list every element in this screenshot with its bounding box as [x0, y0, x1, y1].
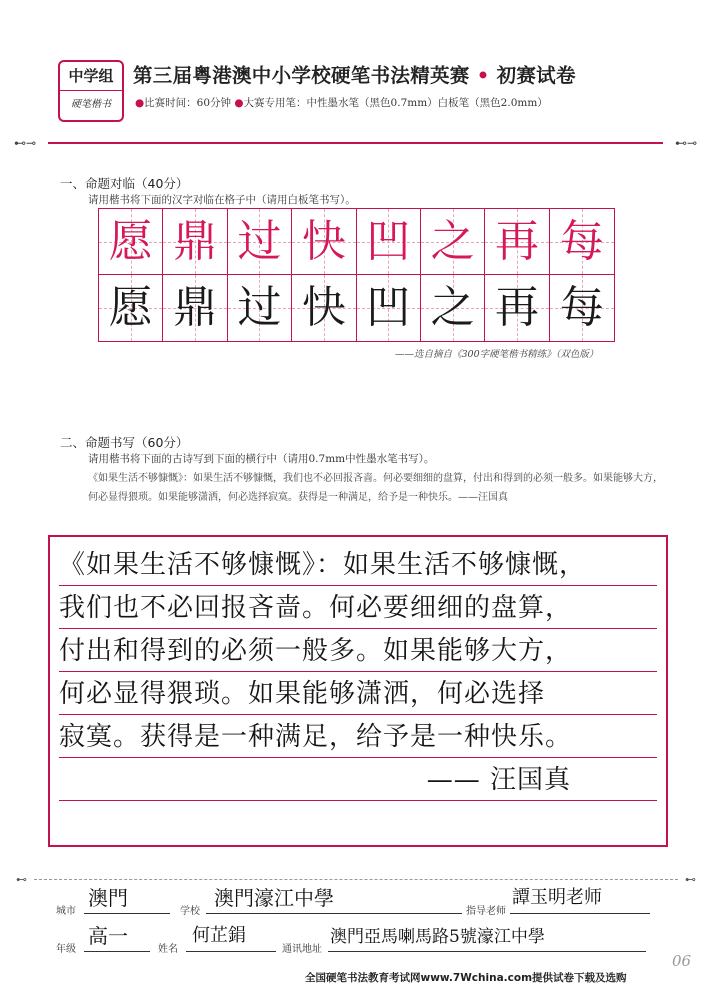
page-number: 06: [672, 952, 692, 970]
competition-info: [135, 95, 548, 110]
address-label: 通讯地址: [282, 944, 322, 955]
footer-note: 全国硬笔书法教育考试网www.7Wchina.com提供试卷下载及选购: [305, 972, 627, 984]
section2-instruction: 请用楷书将下面的古诗写到下面的横行中（请用0.7mm中性墨水笔书写）。: [88, 453, 435, 465]
grid-cell-handwritten: 快: [292, 275, 356, 341]
teacher-value: 譚玉明老师: [512, 887, 602, 908]
cut-line: [16, 874, 696, 886]
bullet-icon: ●: [234, 97, 244, 109]
school-underline: [206, 913, 462, 914]
badge-style-label: 硬笔楷书: [71, 99, 111, 110]
source-citation: ——选自摘自《300字硬笔楷书精练》（双色版）: [395, 349, 599, 360]
grid-cell-handwritten: 每: [550, 275, 614, 341]
grade-underline: [84, 951, 150, 952]
bullet-icon: ●: [135, 97, 145, 109]
copy-grid: [98, 208, 615, 342]
scroll-ornament-icon: ⊷⊸: [14, 136, 37, 150]
time-info: 比赛时间：60分钟: [144, 97, 232, 109]
section1-instruction: 请用楷书将下面的汉字对临在格子中（请用白板笔书写）。: [88, 194, 356, 206]
city-label: 城市: [56, 906, 76, 917]
writing-line-empty: [59, 801, 657, 843]
address-underline: [328, 951, 646, 952]
writing-box: [48, 535, 668, 847]
city-value: 澳門: [88, 886, 128, 910]
grade-label: 年级: [56, 944, 76, 955]
grid-cell-model: 过: [228, 209, 292, 275]
scroll-ornament-icon: ⊷⊸: [674, 136, 697, 150]
grid-cell-handwritten: 鼎: [163, 275, 227, 341]
school-label: 学校: [180, 906, 200, 917]
pen-info: 大赛专用笔：中性墨水笔（黑色0.7mm）白板笔（黑色2.0mm）: [243, 97, 548, 109]
name-value: 何芷鋗: [192, 925, 246, 946]
section2-heading: 二、命题书写（60分）: [60, 435, 189, 450]
grid-cell-handwritten: 过: [228, 275, 292, 341]
group-badge: [58, 60, 124, 122]
city-underline: [84, 913, 170, 914]
name-label: 姓名: [158, 944, 178, 955]
teacher-underline: [510, 913, 650, 914]
grid-cell-model: 鼎: [163, 209, 227, 275]
school-value: 澳門濠江中學: [214, 886, 334, 910]
teacher-label: 指导老师: [466, 906, 506, 917]
grid-cell-handwritten: 凹: [357, 275, 421, 341]
scroll-ornament-icon: ⊷: [685, 873, 696, 886]
writing-line: 《如果生活不够慷慨》：如果生活不够慷慨，: [59, 543, 657, 586]
writing-line-author: —— 汪国真: [59, 758, 657, 801]
page-title: [133, 60, 576, 88]
scroll-ornament-icon: ⊷: [16, 873, 27, 886]
grid-cell-model: 之: [421, 209, 485, 275]
header-divider: [14, 136, 697, 150]
grid-cell-handwritten: 之: [421, 275, 485, 341]
grade-value: 高一: [88, 924, 128, 948]
grid-cell-handwritten: 愿: [99, 275, 163, 341]
title-suffix: 初赛试卷: [496, 64, 576, 87]
grid-cell-model: 每: [550, 209, 614, 275]
poem-text: 《如果生活不够慷慨》：如果生活不够慷慨，我们也不必回报吝啬。何必要细细的盘算，付出和得到的必须一般多。如果能够大方，何必显得猥琐。如果能够潇洒，何必选择寂寞。获得是一种满足，给予是一种快乐。——汪国真: [88, 473, 663, 503]
grid-cell-model: 快: [292, 209, 356, 275]
grid-cell-handwritten: 再: [485, 275, 549, 341]
title-dot: •: [476, 64, 490, 87]
grid-cell-model: 凹: [357, 209, 421, 275]
grid-cell-model: 再: [485, 209, 549, 275]
name-underline: [186, 951, 276, 952]
writing-line: 付出和得到的必须一般多。如果能够大方，: [59, 629, 657, 672]
writing-line: 寂寞。获得是一种满足，给予是一种快乐。: [59, 715, 657, 758]
title-main: 第三届粤港澳中小学校硬笔书法精英赛: [133, 64, 470, 87]
address-value: 澳門亞馬喇馬路5號濠江中學: [330, 927, 545, 947]
grid-cell-model: 愿: [99, 209, 163, 275]
badge-group-label: 中学组: [60, 62, 122, 91]
writing-line: 何必显得猥琐。如果能够潇洒，何必选择: [59, 672, 657, 715]
writing-line: 我们也不必回报吝啬。何必要细细的盘算，: [59, 586, 657, 629]
section1-heading: 一、命题对临（40分）: [60, 176, 189, 191]
